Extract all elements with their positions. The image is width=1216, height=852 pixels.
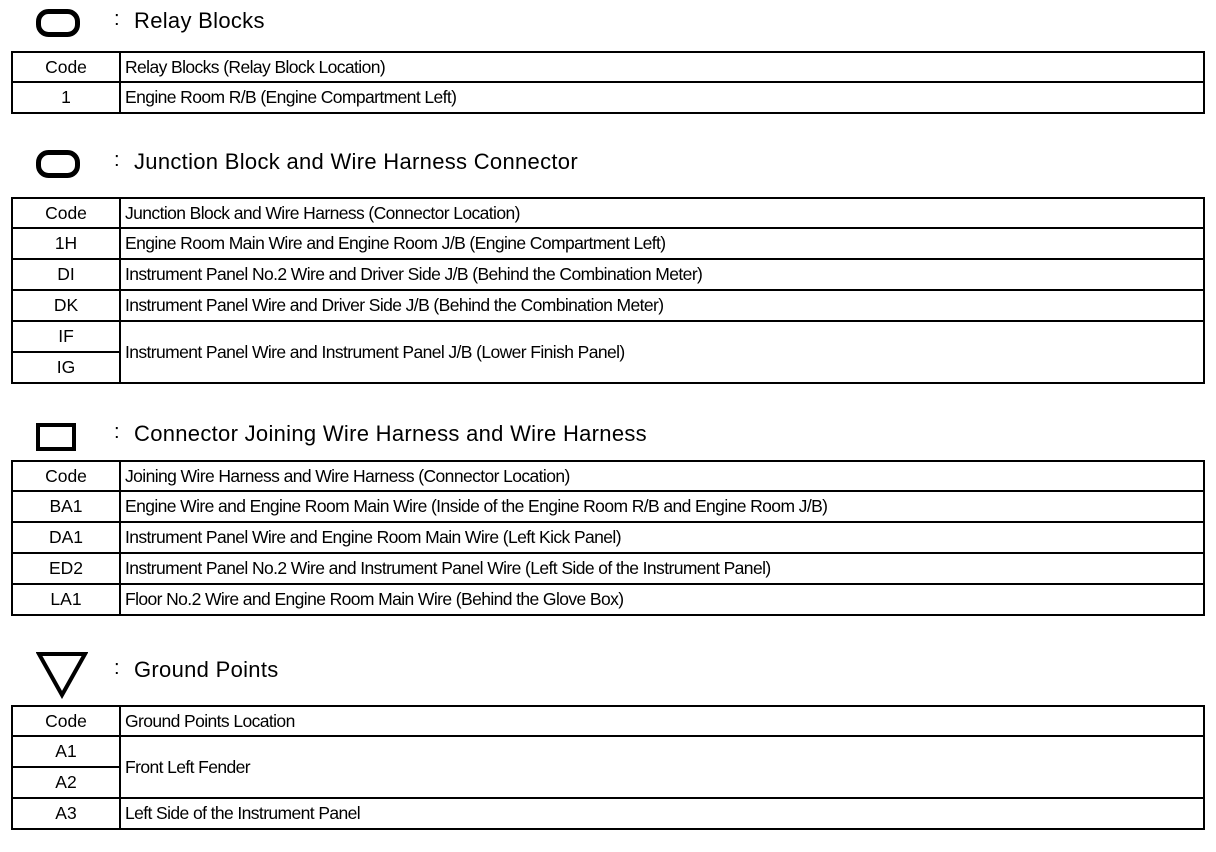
- junction-block-table: [11, 197, 1205, 384]
- rounded-rect-thick-icon: [36, 150, 80, 178]
- table-row: [12, 584, 1204, 615]
- section-title: Ground Points: [134, 657, 279, 682]
- code-header: Code: [12, 461, 120, 491]
- table-header-row: [12, 52, 1204, 82]
- code-header: Code: [12, 198, 120, 228]
- section-header-relay-blocks: [0, 2, 1216, 42]
- table-row: [12, 82, 1204, 113]
- description-cell: Instrument Panel Wire and Driver Side J/B (Behind the Combination Meter): [120, 290, 1204, 321]
- description-header: Joining Wire Harness and Wire Harness (Connector Location): [120, 461, 1204, 491]
- code-cell: ED2: [12, 553, 120, 584]
- description-header: Junction Block and Wire Harness (Connector Location): [120, 198, 1204, 228]
- code-cell: A3: [12, 798, 120, 829]
- code-cell: IG: [12, 352, 120, 383]
- code-cell: A2: [12, 767, 120, 798]
- code-cell: LA1: [12, 584, 120, 615]
- description-cell: Engine Room Main Wire and Engine Room J/B (Engine Compartment Left): [120, 228, 1204, 259]
- table-row: [12, 321, 1204, 352]
- description-cell: Engine Wire and Engine Room Main Wire (Inside of the Engine Room R/B and Engine Room J/B): [120, 491, 1204, 522]
- section-header-connector-joining: [0, 415, 1216, 455]
- rectangle-icon: [36, 423, 76, 451]
- code-cell: 1H: [12, 228, 120, 259]
- section-title: Relay Blocks: [134, 8, 265, 33]
- colon: :: [114, 657, 120, 679]
- table-row: [12, 798, 1204, 829]
- description-cell: Instrument Panel Wire and Instrument Panel J/B (Lower Finish Panel): [120, 321, 1204, 383]
- section-header-ground-points: [0, 651, 1216, 691]
- code-cell: IF: [12, 321, 120, 352]
- code-cell: DI: [12, 259, 120, 290]
- description-header: Ground Points Location: [120, 706, 1204, 736]
- rounded-rect-thick-icon: [36, 9, 80, 37]
- connector-joining-table: [11, 460, 1205, 616]
- table-header-row: [12, 706, 1204, 736]
- colon: :: [114, 149, 120, 171]
- description-cell: Instrument Panel Wire and Engine Room Main Wire (Left Kick Panel): [120, 522, 1204, 553]
- description-cell: Floor No.2 Wire and Engine Room Main Wire (Behind the Glove Box): [120, 584, 1204, 615]
- table-row: [12, 259, 1204, 290]
- description-cell: Left Side of the Instrument Panel: [120, 798, 1204, 829]
- code-cell: DA1: [12, 522, 120, 553]
- description-cell: Instrument Panel No.2 Wire and Instrument Panel Wire (Left Side of the Instrument Panel): [120, 553, 1204, 584]
- description-cell: Instrument Panel No.2 Wire and Driver Side J/B (Behind the Combination Meter): [120, 259, 1204, 290]
- table-header-row: [12, 461, 1204, 491]
- code-cell: BA1: [12, 491, 120, 522]
- ground-triangle-icon: [36, 651, 88, 699]
- table-row: [12, 522, 1204, 553]
- ground-points-table: [11, 705, 1205, 830]
- table-row: [12, 491, 1204, 522]
- section-header-junction-block: [0, 143, 1216, 183]
- section-title: Connector Joining Wire Harness and Wire Harness: [134, 421, 647, 446]
- description-cell: Front Left Fender: [120, 736, 1204, 798]
- code-cell: 1: [12, 82, 120, 113]
- table-row: [12, 553, 1204, 584]
- description-header: Relay Blocks (Relay Block Location): [120, 52, 1204, 82]
- colon: :: [114, 421, 120, 443]
- colon: :: [114, 8, 120, 30]
- code-cell: DK: [12, 290, 120, 321]
- table-header-row: [12, 198, 1204, 228]
- table-row: [12, 228, 1204, 259]
- code-header: Code: [12, 52, 120, 82]
- relay-blocks-table: [11, 51, 1205, 114]
- table-row: [12, 736, 1204, 767]
- code-cell: A1: [12, 736, 120, 767]
- description-cell: Engine Room R/B (Engine Compartment Left): [120, 82, 1204, 113]
- code-header: Code: [12, 706, 120, 736]
- section-title: Junction Block and Wire Harness Connector: [134, 149, 578, 174]
- table-row: [12, 290, 1204, 321]
